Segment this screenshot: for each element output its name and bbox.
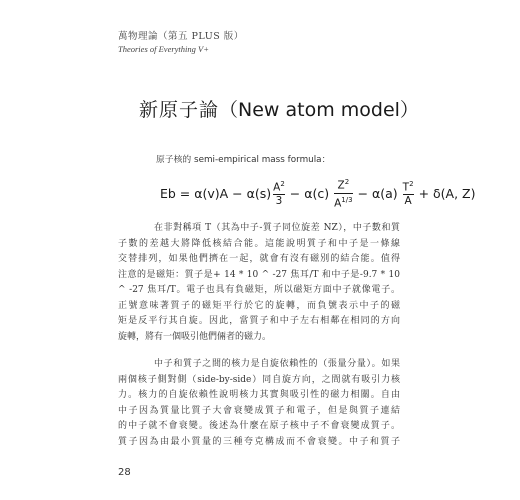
fraction-denominator-exponent: 1/3 — [341, 195, 353, 204]
formula-coulomb-coef: − α(c) — [289, 185, 330, 201]
body-paragraph-2 — [118, 357, 400, 450]
section-title — [139, 95, 419, 122]
formula-lhs: Eb = α(v)A − α(s) — [160, 185, 272, 201]
page-number: 28 — [118, 467, 131, 478]
formula-asymmetry-coef: − α(a) — [357, 185, 398, 201]
paragraph-line: 力。核力的自旋依賴性說明核力其實與吸引性的磁力相關。自由 — [118, 390, 400, 400]
fraction-coulomb-term — [334, 177, 352, 209]
paragraph-line: ^ -27 焦耳/T。電子也具有負磁矩，所以磁矩方面中子就像電子。 — [118, 285, 400, 295]
paragraph-line: 中子和質子之間的核力是自旋依賴性的（張量分量）。如果 — [154, 359, 400, 369]
body-paragraph-1 — [118, 221, 400, 345]
section-title-en: （New atom model） — [219, 99, 419, 121]
fraction-numerator-exponent: 2 — [344, 178, 350, 186]
fraction-numerator: A — [273, 181, 281, 194]
formula-intro-prefix: 原子核的 — [156, 155, 194, 165]
paragraph-line: 旋轉，將有一個吸引他們倆者的磁力。 — [118, 331, 272, 342]
fraction-numerator-exponent: 2 — [409, 179, 414, 188]
mass-formula — [160, 177, 478, 209]
formula-pairing-term: + δ(A, Z) — [418, 185, 476, 201]
fraction-denominator: A — [334, 197, 342, 209]
paragraph-line: 在非對稱項 T（其為中子-質子同位旋差 NZ），中子數和質 — [154, 223, 400, 233]
formula-intro — [156, 152, 330, 165]
running-head — [118, 28, 244, 54]
paragraph-line: 注意的是磁矩：質子是+ 14 * 10 ^ -27 焦耳/T 和中子是-9.7 * 10 — [118, 269, 400, 280]
paragraph-line: 正號意味著質子的磁矩平行於它的旋轉，而負號表示中子的磁 — [118, 300, 400, 311]
paragraph-line: 兩個核子側對側（side-by-side）同自旋方向，之間就有吸引力核 — [118, 374, 400, 385]
fraction-denominator: A — [404, 195, 412, 208]
formula-intro-suffix: ： — [321, 155, 331, 165]
section-title-zh: 新原子論 — [139, 99, 220, 121]
fraction-numerator: T — [402, 181, 410, 194]
paragraph-line: 的中子就不會衰變。後述為什麼在原子核中子不會衰變成質子。 — [118, 421, 400, 431]
fraction-bar — [334, 193, 352, 194]
paragraph-line: 交替排列，如果他們擠在一起，就會有沒有磁別的結合能。值得 — [118, 254, 400, 264]
formula-name: semi-empirical mass formula — [193, 155, 322, 165]
paragraph-line: 子數的差越大將降低核結合能。這能說明質子和中子是一條線 — [118, 238, 400, 249]
fraction-asymmetry-term — [403, 179, 414, 208]
fraction-surface-term — [273, 179, 285, 208]
fraction-denominator: 3 — [275, 195, 283, 208]
paragraph-line: 矩是反平行其自旋。因此，當質子和中子左右相鄰在相同的方向 — [118, 316, 400, 326]
book-title-en: Theories of Everything V+ — [118, 44, 209, 54]
paragraph-line: 中子因為質量比質子大會衰變成質子和電子，但是與質子連結 — [118, 405, 400, 416]
paragraph-line: 質子因為由最小質量的三種夸克構成而不會衰變。中子和質子 — [118, 436, 400, 447]
book-title-zh: 萬物理論（第五 PLUS 版） — [118, 31, 244, 42]
fraction-numerator: Z — [337, 179, 345, 192]
fraction-numerator-exponent: 2 — [280, 179, 285, 188]
